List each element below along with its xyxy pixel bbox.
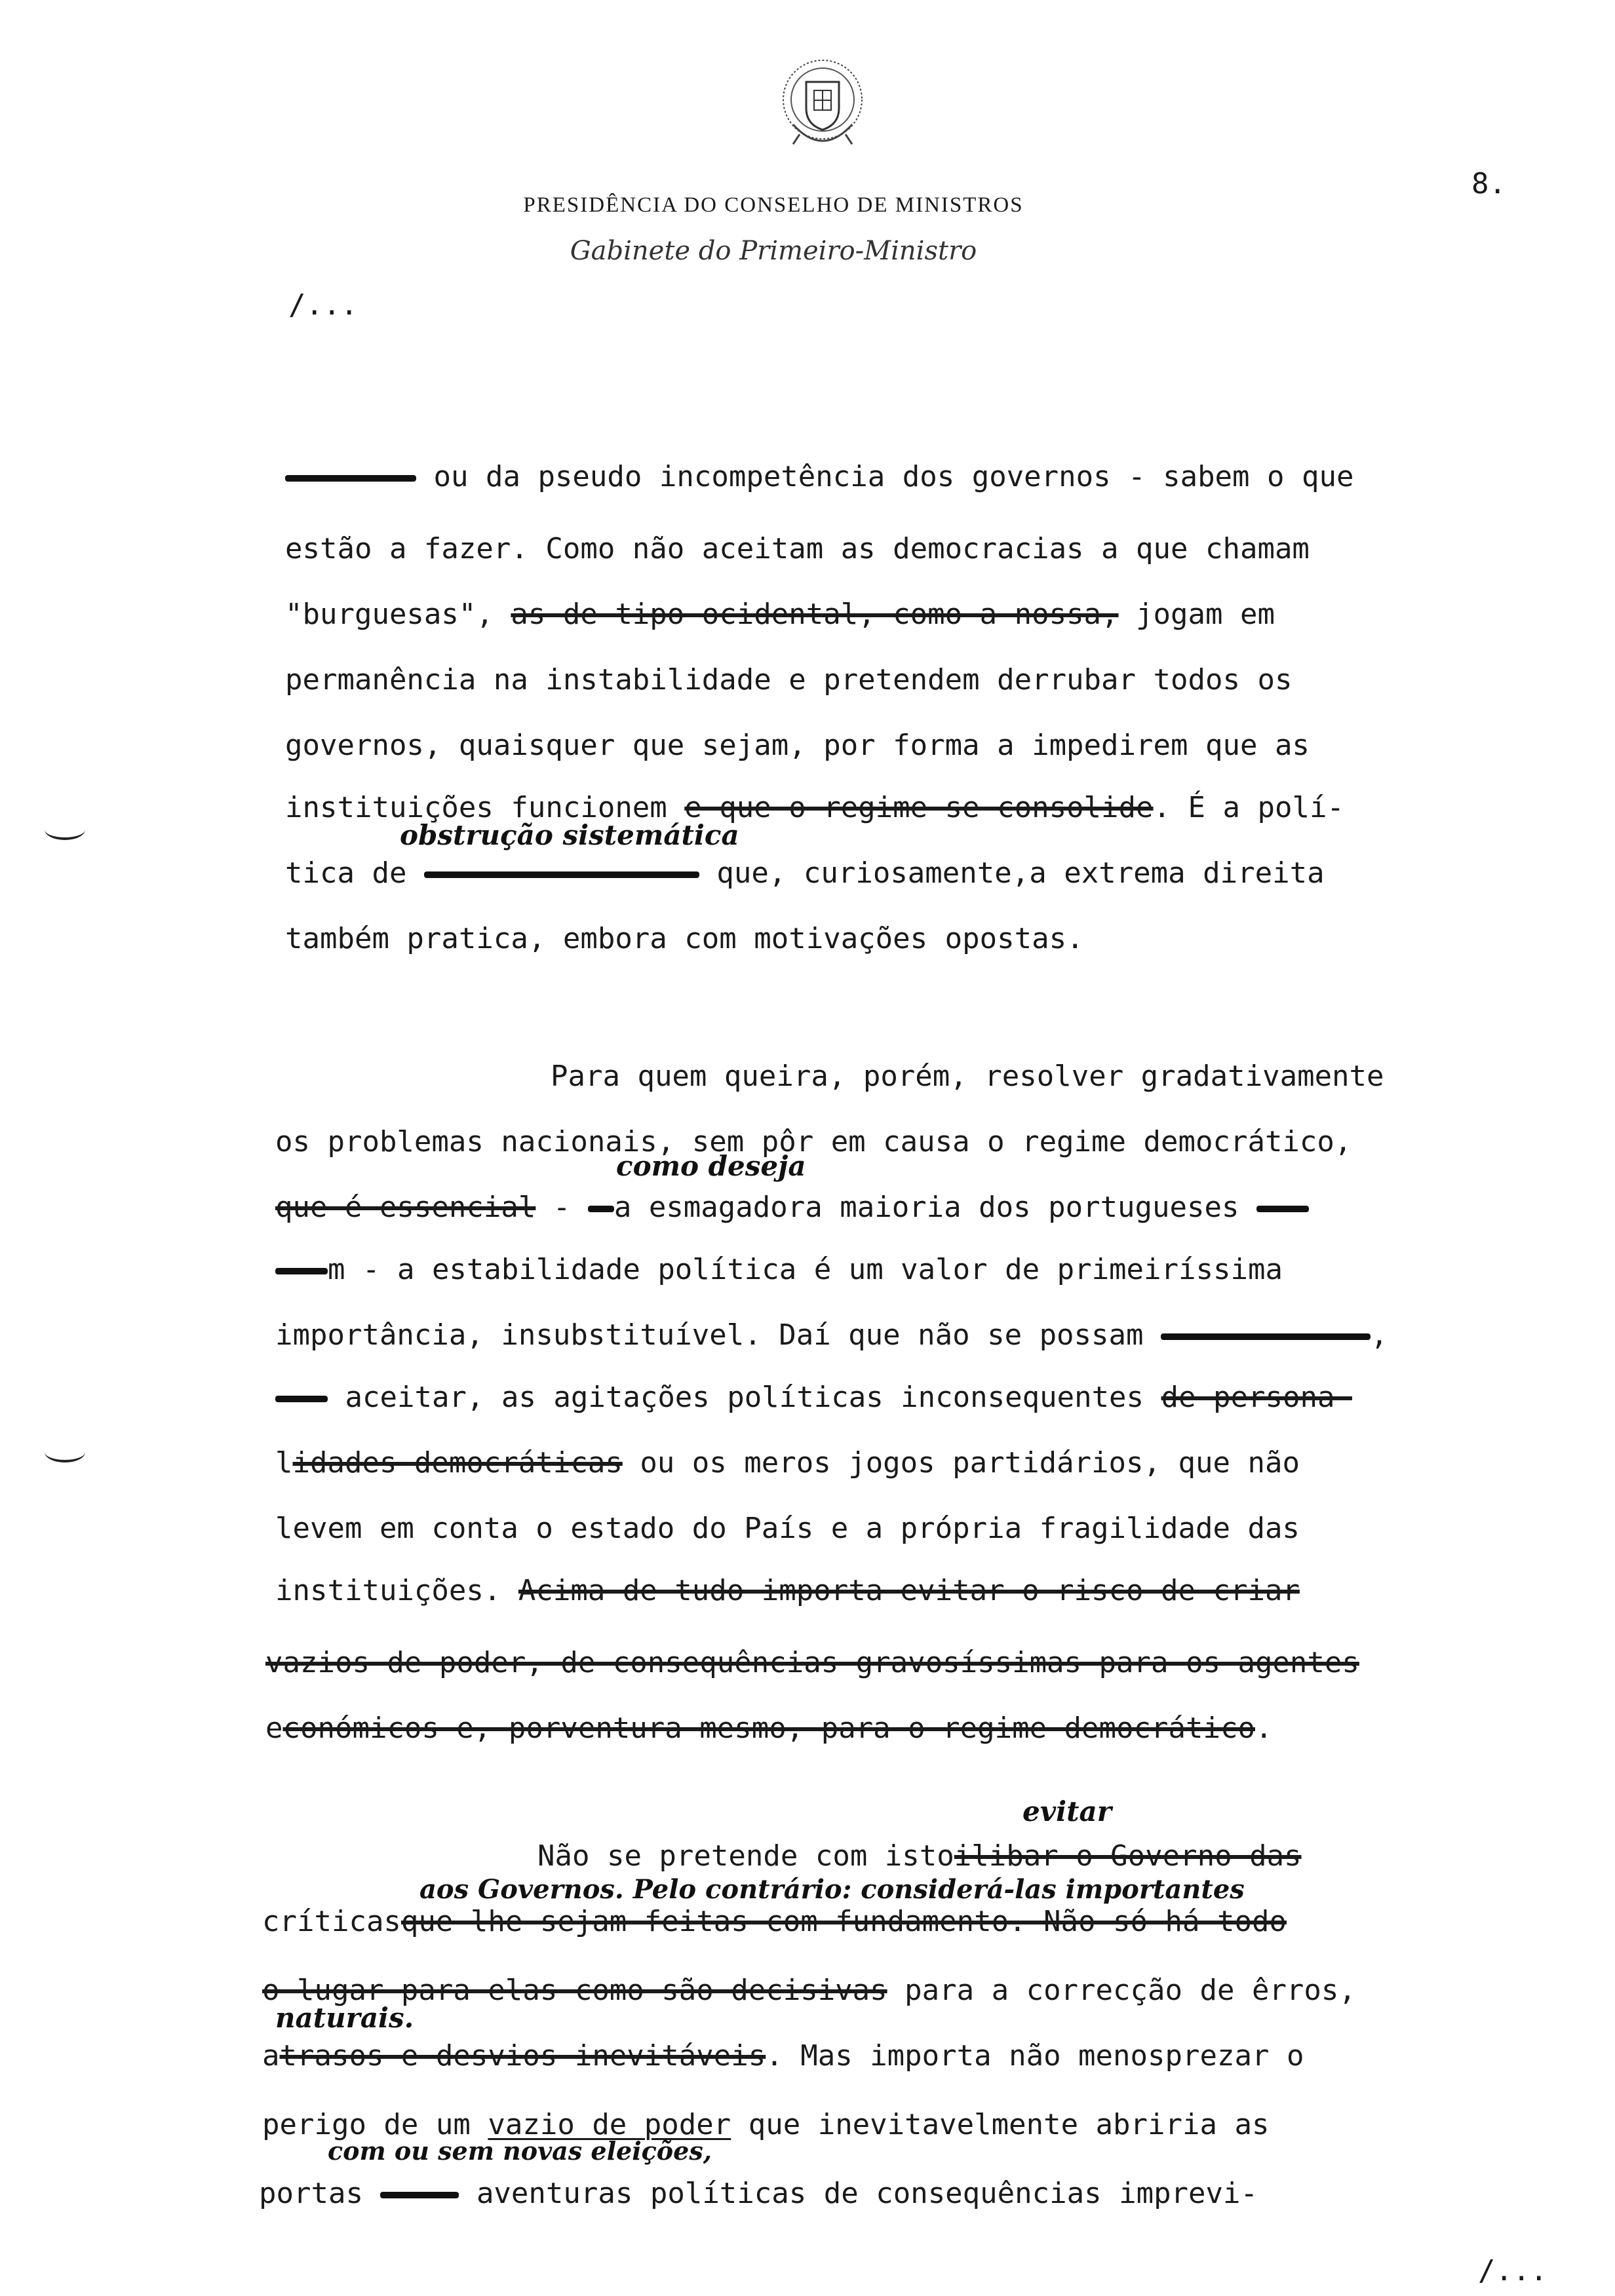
text-line: aceitar, as agitações políticas inconsequentes de persona- bbox=[275, 1379, 1352, 1416]
struck-text: e que o regime se consolide bbox=[684, 791, 1154, 824]
handwritten-insertion: obstrução sistemática bbox=[400, 819, 739, 851]
handwritten-insertion: evitar bbox=[1022, 1795, 1112, 1827]
page-number: 8. bbox=[1471, 167, 1506, 201]
text-line: estão a fazer. Como não aceitam as democracias a que chamam bbox=[285, 532, 1310, 565]
text-line: tica de que, curiosamente,a extrema direita bbox=[285, 856, 1325, 890]
struck-text: que é essencial bbox=[275, 1191, 536, 1224]
text-line: lidades democráticas ou os meros jogos partidários, que não bbox=[275, 1446, 1300, 1480]
handwritten-insertion: aos Governos. Pelo contrário: considerá-las importantes bbox=[419, 1874, 1245, 1905]
underlined-text: vazio de poder bbox=[488, 2108, 731, 2141]
text-line: também pratica, embora com motivações opostas. bbox=[285, 922, 1084, 955]
text-line: instituições. Acima de tudo importa evitar o risco de criar bbox=[275, 1574, 1300, 1607]
struck-text: de persona- bbox=[1161, 1381, 1352, 1414]
handwritten-insertion: como deseja bbox=[616, 1150, 806, 1182]
text-line: Para quem queira, porém, resolver gradativamente bbox=[551, 1060, 1384, 1093]
handwritten-insertion: com ou sem novas eleições, bbox=[328, 2136, 712, 2166]
text-line: governos, quaisquer que sejam, por forma a impedirem que as bbox=[285, 729, 1310, 762]
struck-text: conómicos e, porventura mesmo, para o regime democrático bbox=[282, 1712, 1255, 1745]
continued-from-mark: /... bbox=[288, 288, 358, 322]
coat-of-arms-icon bbox=[767, 52, 878, 164]
institution-header: PRESIDÊNCIA DO CONSELHO DE MINISTROS bbox=[523, 193, 1024, 217]
text-line: críticasque lhe sejam feitas com fundamento. Não só há todo bbox=[262, 1905, 1287, 1938]
struck-text: Acima de tudo importa evitar o risco de criar bbox=[518, 1574, 1300, 1607]
text-line: atrasos e desvios inevitáveis. Mas importa não menosprezar o bbox=[262, 2039, 1304, 2073]
text-line: instituições funcionem e que o regime se consolide. É a polí- bbox=[285, 791, 1344, 824]
struck-text: o lugar para elas como são decisivas bbox=[262, 1974, 887, 2007]
struck-text: as de tipo ocidental, como a nossa, bbox=[511, 598, 1119, 631]
text-line: os problemas nacionais, sem pôr em causa o regime democrático, bbox=[275, 1125, 1352, 1158]
margin-mark bbox=[45, 1442, 85, 1463]
text-line: que é essencial - a esmagadora maioria dos portugueses bbox=[275, 1189, 1309, 1226]
text-line: perigo de um vazio de poder que inevitavelmente abriria as bbox=[262, 2108, 1270, 2141]
handwritten-insertion: naturais. bbox=[275, 2002, 414, 2034]
struck-text: vazios de poder, de consequências gravosíssimas para os agentes bbox=[265, 1646, 1359, 1679]
text-line: económicos e, porventura mesmo, para o regime democrático. bbox=[265, 1712, 1273, 1745]
office-subtitle: Gabinete do Primeiro-Ministro bbox=[570, 236, 977, 266]
text-line: m - a estabilidade política é um valor de primeiríssima bbox=[275, 1252, 1283, 1288]
struck-text: ilibar o Governo das bbox=[954, 1839, 1302, 1873]
struck-text: idades democráticas bbox=[292, 1446, 623, 1480]
struck-text: trasos e desvios inevitáveis bbox=[279, 2039, 766, 2073]
text-line: levem em conta o estado do País e a própria fragilidade das bbox=[275, 1512, 1300, 1545]
text-line: ou da pseudo incompetência dos governos - sabem o que bbox=[285, 459, 1353, 495]
margin-mark bbox=[45, 819, 85, 840]
struck-text: que lhe sejam feitas com fundamento. Não só há todo bbox=[400, 1905, 1287, 1938]
continued-to-mark: /... bbox=[1478, 2254, 1547, 2287]
text-line: permanência na instabilidade e pretendem derrubar todos os bbox=[285, 663, 1293, 697]
text-line: importância, insubstituível. Daí que não se possam , bbox=[275, 1318, 1388, 1352]
text-line: o lugar para elas como são decisivas para a correcção de êrros, bbox=[262, 1974, 1356, 2007]
text-line: Não se pretende com istoilibar o Governo das bbox=[537, 1839, 1302, 1873]
text-line: "burguesas", as de tipo ocidental, como a nossa, jogam em bbox=[285, 598, 1275, 631]
text-line bbox=[265, 1645, 1359, 1681]
text-line: portas aventuras políticas de consequências imprevi- bbox=[259, 2177, 1258, 2210]
